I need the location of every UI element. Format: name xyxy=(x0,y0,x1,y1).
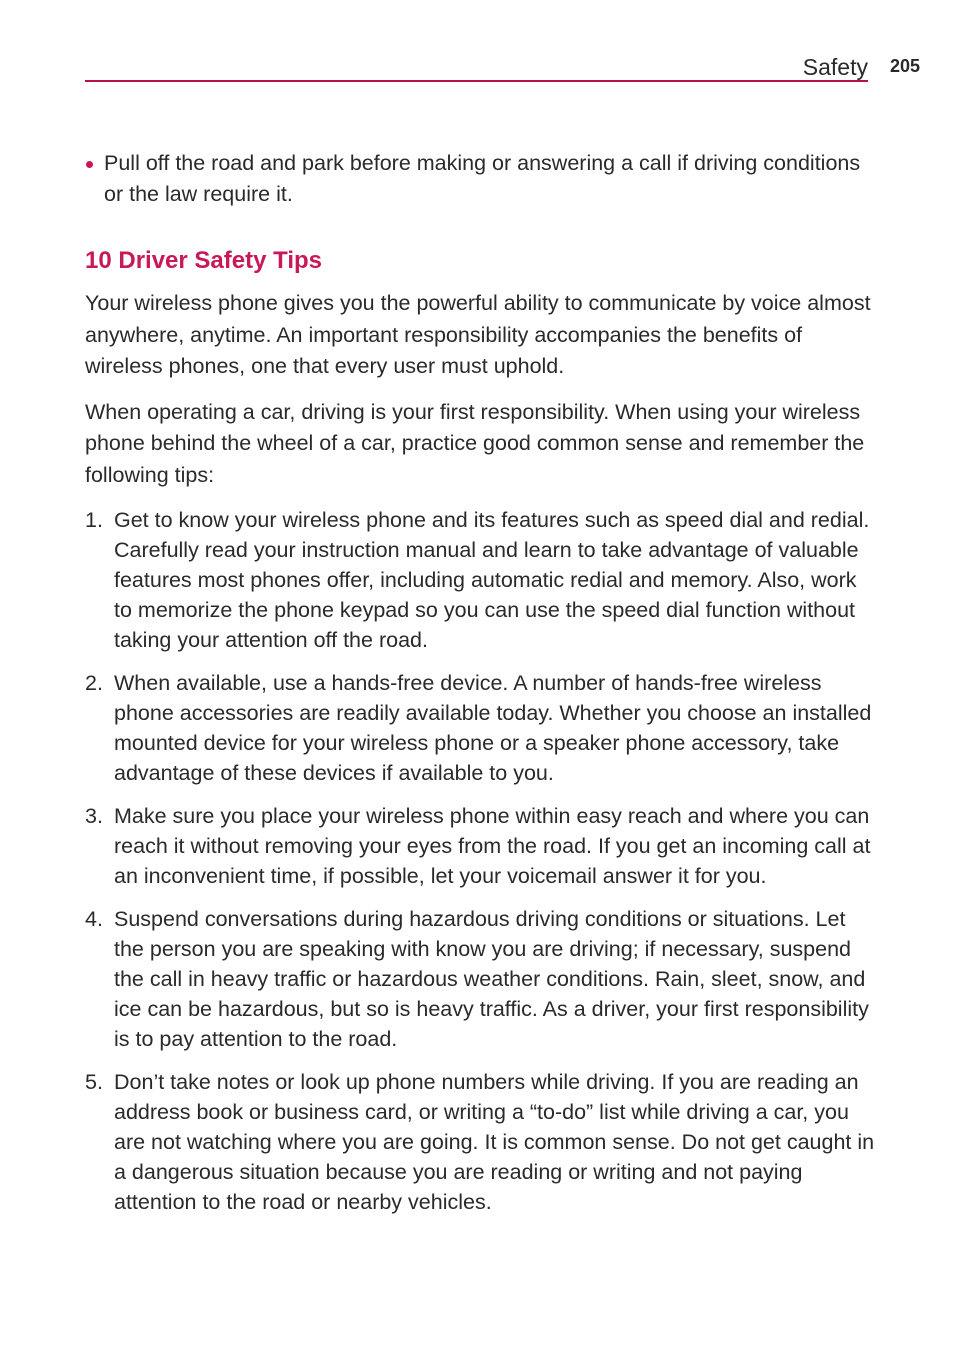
section-heading: 10 Driver Safety Tips xyxy=(85,247,323,274)
tips-list xyxy=(85,505,875,1217)
tip-item xyxy=(85,904,875,1054)
tip-number: 5. xyxy=(85,1070,103,1094)
tip-item xyxy=(85,801,875,891)
operating-paragraph: When operating a car, driving is your first responsibility. When using your wireless phone behind the wheel of a car, practice good common sense and remember the following tips: xyxy=(85,399,865,487)
tip-text: Suspend conversations during hazardous driving conditions or situations. Let the person you are speaking with know you are driving; if necessary, suspend the call in heavy traffic or hazardous weather conditions. Rain, sleet, snow, and ice can be hazardous, but so is heavy traffic. As a driver, your first responsibility is to pay attention to the road. xyxy=(114,907,869,1051)
header-rule xyxy=(85,80,868,82)
bullet-item xyxy=(85,148,875,210)
page-content xyxy=(85,148,875,1230)
bullet-dot-icon xyxy=(86,161,93,168)
tip-text: Make sure you place your wireless phone within easy reach and where you can reach it without removing your eyes from the road. If you get an incoming call at an inconvenient time, if possible, let your voicemail answer it for you. xyxy=(114,804,871,888)
intro-paragraph: Your wireless phone gives you the powerful ability to communicate by voice almost anywhere, anytime. An important responsibility accompanies the benefits of wireless phones, one that every user must uphold. xyxy=(85,291,871,378)
tip-number: 3. xyxy=(85,804,103,828)
tip-number: 1. xyxy=(85,508,103,532)
tip-number: 4. xyxy=(85,907,103,931)
tip-text: When available, use a hands-free device. A number of hands-free wireless phone accessories are readily available today. Whether you choose an installed mounted device for your wireless phone or a speaker phone accessory, take advantage of these devices if available to you. xyxy=(114,671,872,785)
tip-item xyxy=(85,668,875,788)
tip-number: 2. xyxy=(85,671,103,695)
section-name: Safety xyxy=(802,54,868,80)
page-number: 205 xyxy=(889,56,920,76)
tip-item xyxy=(85,1067,875,1217)
bullet-text: Pull off the road and park before making or answering a call if driving conditions or the law require it. xyxy=(104,151,861,206)
tip-text: Don’t take notes or look up phone numbers while driving. If you are reading an address book or business card, or writing a “to-do” list while driving a car, you are not watching where you are going. It is common sense. Do not get caught in a dangerous situation because you are reading or writing and not paying attention to the road or nearby vehicles. xyxy=(114,1070,875,1214)
tip-text: Get to know your wireless phone and its features such as speed dial and redial. Carefully read your instruction manual and learn to take advantage of valuable features most phones offer, including automatic redial and memory. Also, work to memorize the phone keypad so you can use the speed dial function without taking your attention off the road. xyxy=(114,508,870,652)
tip-item xyxy=(85,505,875,655)
page-header xyxy=(85,50,920,90)
